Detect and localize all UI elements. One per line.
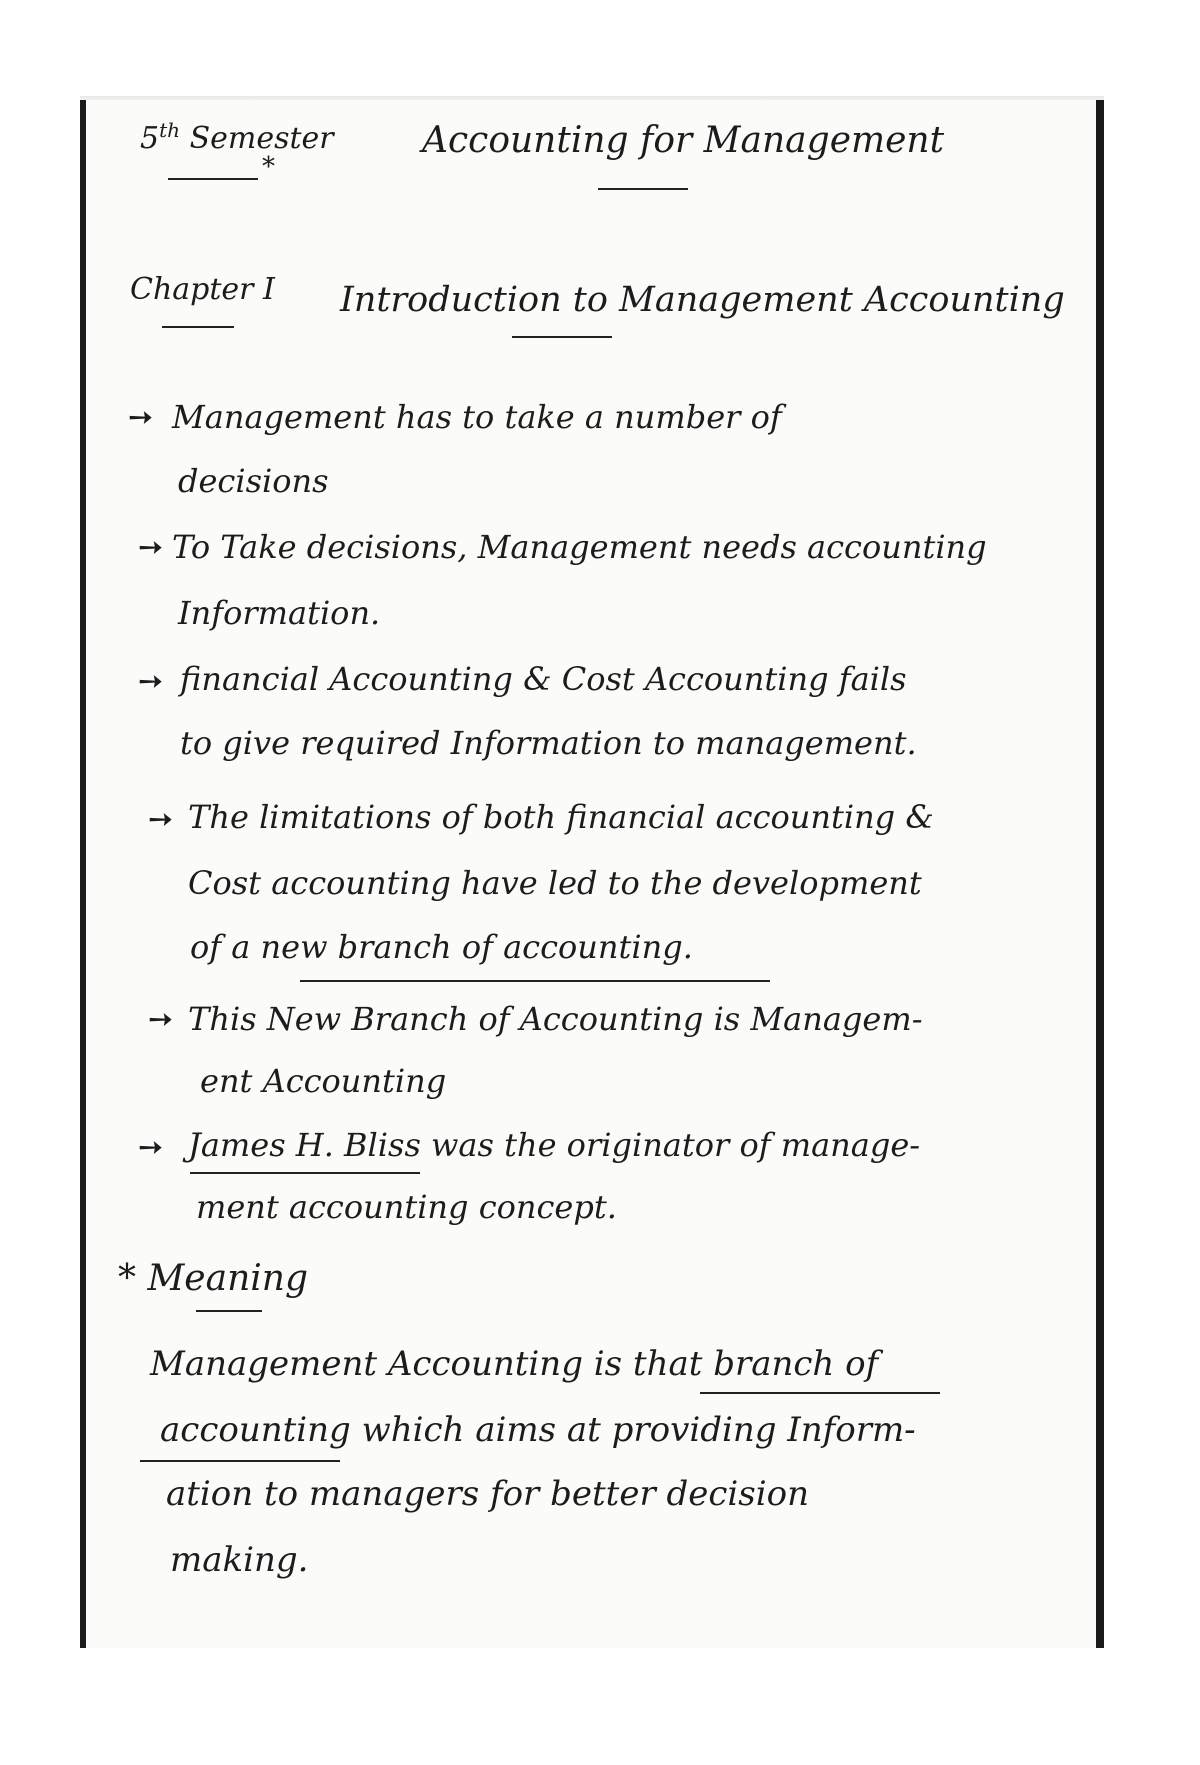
arrow-icon: ➙ xyxy=(128,400,154,435)
star-mark: * xyxy=(262,152,275,182)
point-4-line-2: Cost accounting have led to the development xyxy=(188,864,922,902)
point-3-line-2: to give required Information to management. xyxy=(180,724,917,762)
chapter-label: Chapter I xyxy=(130,272,275,307)
arrow-icon: ➙ xyxy=(148,1002,174,1037)
subject-underline xyxy=(598,188,688,190)
point-1-line-1: Management has to take a number of xyxy=(172,398,782,436)
chapter-title: Introduction to Management Accounting xyxy=(340,280,1065,320)
new-branch-underline xyxy=(300,980,770,982)
point-2-line-1: To Take decisions, Management needs accounting xyxy=(172,528,987,566)
subject-title: Accounting for Management xyxy=(422,120,945,161)
point-5-line-1: This New Branch of Accounting is Managem- xyxy=(188,1000,923,1038)
chapter-underline xyxy=(162,326,234,328)
point-3-line-1: financial Accounting & Cost Accounting fails xyxy=(180,660,907,698)
james-bliss-underline xyxy=(190,1172,420,1174)
point-2-line-2: Information. xyxy=(178,594,381,632)
point-6-line-2: ment accounting concept. xyxy=(196,1188,617,1226)
semester-label: 5th Semester xyxy=(140,118,334,156)
point-4-line-1: The limitations of both financial accounting & xyxy=(188,798,934,836)
point-1-line-2: decisions xyxy=(178,462,329,500)
meaning-line-2: accounting which aims at providing Inform- xyxy=(160,1410,916,1450)
branch-of-underline xyxy=(700,1392,940,1394)
meaning-line-3: ation to managers for better decision xyxy=(166,1474,809,1514)
meaning-line-4: making. xyxy=(170,1540,309,1580)
point-5-line-2: ent Accounting xyxy=(200,1062,447,1100)
point-6-line-1: James H. Bliss was the originator of manage- xyxy=(188,1126,921,1164)
arrow-icon: ➙ xyxy=(148,802,174,837)
point-4-line-3: of a new branch of accounting. xyxy=(190,928,693,966)
chapter-title-underline xyxy=(512,336,612,338)
arrow-icon: ➙ xyxy=(138,530,164,565)
meaning-line-1: Management Accounting is that branch of xyxy=(150,1344,879,1384)
arrow-icon: ➙ xyxy=(138,1130,164,1165)
meaning-heading: * Meaning xyxy=(118,1258,309,1299)
arrow-icon: ➙ xyxy=(138,664,164,699)
meaning-underline xyxy=(196,1310,262,1312)
semester-underline xyxy=(168,178,258,180)
accounting-underline xyxy=(140,1460,340,1462)
